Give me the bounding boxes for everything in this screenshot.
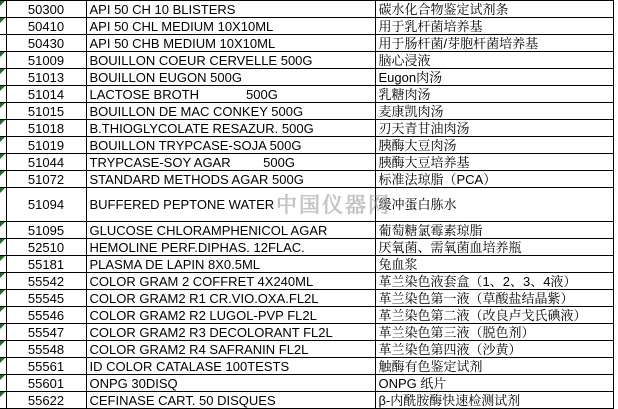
product-name-cell[interactable]: TRYPCASE-SOY AGAR 500G: [86, 154, 375, 171]
table-row: [0, 290, 613, 307]
error-flag-triangle-icon: [0, 103, 5, 108]
product-name-cell[interactable]: BOUILLON EUGON 500G: [86, 69, 375, 86]
product-name-cell[interactable]: COLOR GRAM2 R4 SAFRANIN FL2L: [86, 341, 375, 358]
product-desc-cn-cell[interactable]: 碳水化合物鉴定试剂条: [375, 1, 613, 18]
product-code-cell[interactable]: 51094: [6, 188, 86, 222]
product-code-cell[interactable]: 51072: [6, 171, 86, 188]
product-code-cell[interactable]: 50430: [6, 35, 86, 52]
table-row: [0, 358, 613, 375]
row-marker-cell[interactable]: [0, 137, 6, 154]
product-code-cell[interactable]: 55546: [6, 307, 86, 324]
product-name-cell[interactable]: ID COLOR CATALASE 100TESTS: [86, 358, 375, 375]
product-desc-cn-cell[interactable]: 触酶有色鉴定试剂: [375, 358, 613, 375]
product-code-cell[interactable]: 55181: [6, 256, 86, 273]
table-row: [0, 86, 613, 103]
table-row: [0, 35, 613, 52]
product-desc-cn-cell[interactable]: 麦康凯肉汤: [375, 103, 613, 120]
product-code-cell[interactable]: 51013: [6, 69, 86, 86]
product-code-cell[interactable]: 55601: [6, 375, 86, 392]
error-flag-triangle-icon: [0, 222, 5, 227]
error-flag-triangle-icon: [0, 239, 5, 244]
product-name-cell[interactable]: BOUILLON COEUR CERVELLE 500G: [86, 52, 375, 69]
product-name-cell[interactable]: PLASMA DE LAPIN 8X0.5ML: [86, 256, 375, 273]
table-row: [0, 137, 613, 154]
product-name-cell[interactable]: CEFINASE CART. 50 DISQUES: [86, 392, 375, 409]
table-row: [0, 273, 613, 290]
product-code-cell[interactable]: 51015: [6, 103, 86, 120]
error-flag-triangle-icon: [0, 1, 5, 6]
watermark: 中国仪器网: [276, 194, 391, 217]
row-marker-cell[interactable]: [0, 307, 6, 324]
product-code-cell[interactable]: 55622: [6, 392, 86, 409]
table-row: [0, 307, 613, 324]
product-name-cell[interactable]: ONPG 30DISQ: [86, 375, 375, 392]
row-marker-cell[interactable]: [0, 1, 6, 18]
product-code-cell[interactable]: 51095: [6, 222, 86, 239]
table-row: [0, 375, 613, 392]
product-code-cell[interactable]: 52510: [6, 239, 86, 256]
table-row: [0, 222, 613, 239]
error-flag-triangle-icon: [0, 324, 5, 329]
row-marker-cell[interactable]: [0, 86, 6, 103]
row-marker-cell[interactable]: [0, 341, 6, 358]
product-desc-cn-cell[interactable]: 革兰染色第一液（草酸盐结晶紫）: [375, 290, 613, 307]
product-name-cell[interactable]: API 50 CH 10 BLISTERS: [86, 1, 375, 18]
product-name-cell[interactable]: HEMOLINE PERF.DIPHAS. 12FLAC.: [86, 239, 375, 256]
product-code-cell[interactable]: 50410: [6, 18, 86, 35]
product-desc-cn-cell[interactable]: β-内酰胺酶快速检测试剂: [375, 392, 613, 409]
product-desc-cn-cell[interactable]: 缓冲蛋白胨水: [375, 188, 613, 222]
product-code-cell[interactable]: 55545: [6, 290, 86, 307]
product-code-cell[interactable]: 55547: [6, 324, 86, 341]
error-flag-triangle-icon: [0, 341, 5, 346]
product-desc-cn-cell[interactable]: 乳糖肉汤: [375, 86, 613, 103]
error-flag-triangle-icon: [0, 307, 5, 312]
product-code-cell[interactable]: 51019: [6, 137, 86, 154]
error-flag-triangle-icon: [0, 52, 5, 57]
row-marker-cell[interactable]: [0, 239, 6, 256]
product-desc-cn-cell[interactable]: 葡萄糖氯霉素琼脂: [375, 222, 613, 239]
product-desc-cn-cell[interactable]: 革兰染色第四液（沙黄）: [375, 341, 613, 358]
table-row: [0, 324, 613, 341]
row-marker-cell[interactable]: [0, 358, 6, 375]
row-marker-cell[interactable]: [0, 290, 6, 307]
error-flag-triangle-icon: [0, 69, 5, 74]
product-code-cell[interactable]: 51018: [6, 120, 86, 137]
row-marker-cell[interactable]: [0, 154, 6, 171]
product-name-cell[interactable]: BOUILLON DE MAC CONKEY 500G: [86, 103, 375, 120]
product-desc-cn-cell[interactable]: 兔血浆: [375, 256, 613, 273]
product-name-cell[interactable]: COLOR GRAM2 R1 CR.VIO.OXA.FL2L: [86, 290, 375, 307]
row-marker-cell[interactable]: [0, 103, 6, 120]
error-flag-triangle-icon: [0, 273, 5, 278]
product-code-cell[interactable]: 55542: [6, 273, 86, 290]
product-code-cell[interactable]: 55561: [6, 358, 86, 375]
table-row: [0, 1, 613, 18]
product-code-cell[interactable]: 50300: [6, 1, 86, 18]
error-flag-triangle-icon: [0, 86, 5, 91]
error-flag-triangle-icon: [0, 154, 5, 159]
table-row: [0, 69, 613, 86]
product-name-cell[interactable]: API 50 CHL MEDIUM 10X10ML: [86, 18, 375, 35]
error-flag-triangle-icon: [0, 256, 5, 261]
row-marker-cell[interactable]: [0, 375, 6, 392]
error-flag-triangle-icon: [0, 358, 5, 363]
row-marker-cell[interactable]: [0, 392, 6, 409]
error-flag-triangle-icon: [0, 290, 5, 295]
error-flag-triangle-icon: [0, 188, 5, 193]
product-name-cell[interactable]: COLOR GRAM 2 COFFRET 4X240ML: [86, 273, 375, 290]
product-name-cell[interactable]: B.THIOGLYCOLATE RESAZUR. 500G: [86, 120, 375, 137]
row-marker-cell[interactable]: [0, 222, 6, 239]
product-name-cell[interactable]: STANDARD METHODS AGAR 500G: [86, 171, 375, 188]
table-row: [0, 239, 613, 256]
product-desc-cn-cell[interactable]: 厌氧菌、需氧菌血培养瓶: [375, 239, 613, 256]
product-desc-cn-cell[interactable]: 胰酶大豆肉汤: [375, 137, 613, 154]
row-marker-cell[interactable]: [0, 188, 6, 222]
table-row: [0, 188, 613, 222]
error-flag-triangle-icon: [0, 392, 5, 397]
table-row: [0, 171, 613, 188]
product-code-cell[interactable]: 51014: [6, 86, 86, 103]
row-marker-cell[interactable]: [0, 171, 6, 188]
product-desc-cn-cell[interactable]: 用于乳杆菌培养基: [375, 18, 613, 35]
table-row: [0, 52, 613, 69]
product-desc-cn-cell[interactable]: 革兰染色第三液（脱色剂）: [375, 324, 613, 341]
product-code-cell[interactable]: 55548: [6, 341, 86, 358]
row-marker-cell[interactable]: [0, 256, 6, 273]
product-table-body: [0, 1, 613, 409]
table-row: [0, 120, 613, 137]
product-name-cell[interactable]: GLUCOSE CHLORAMPHENICOL AGAR: [86, 222, 375, 239]
product-name-cell[interactable]: COLOR GRAM2 R2 LUGOL-PVP FL2L: [86, 307, 375, 324]
product-name-cell[interactable]: BOUILLON TRYPCASE-SOJA 500G: [86, 137, 375, 154]
error-flag-triangle-icon: [0, 120, 5, 125]
product-desc-cn-cell[interactable]: 脑心浸液: [375, 52, 613, 69]
product-desc-cn-cell[interactable]: ONPG 纸片: [375, 375, 613, 392]
error-flag-triangle-icon: [0, 18, 5, 23]
product-code-cell[interactable]: 51044: [6, 154, 86, 171]
table-row: [0, 154, 613, 171]
error-flag-triangle-icon: [0, 171, 5, 176]
product-desc-cn-cell[interactable]: 用于肠杆菌/芽胞杆菌培养基: [375, 35, 613, 52]
product-name-cell[interactable]: LACTOSE BROTH 500G: [86, 86, 375, 103]
error-flag-triangle-icon: [0, 137, 5, 142]
row-marker-cell[interactable]: [0, 52, 6, 69]
table-row: [0, 256, 613, 273]
product-code-cell[interactable]: 51009: [6, 52, 86, 69]
row-marker-cell[interactable]: [0, 120, 6, 137]
product-name-cell[interactable]: BUFFERED PEPTONE WATER: [86, 188, 375, 222]
product-desc-cn-cell[interactable]: 刃天青甘油肉汤: [375, 120, 613, 137]
row-marker-cell[interactable]: [0, 35, 6, 52]
table-row: [0, 18, 613, 35]
product-name-cell[interactable]: COLOR GRAM2 R3 DECOLORANT FL2L: [86, 324, 375, 341]
row-marker-cell[interactable]: [0, 324, 6, 341]
table-row: [0, 392, 613, 409]
table-row: [0, 341, 613, 358]
row-marker-cell[interactable]: [0, 273, 6, 290]
product-desc-cn-cell[interactable]: Eugon肉汤: [375, 69, 613, 86]
row-marker-cell[interactable]: [0, 69, 6, 86]
table-row: [0, 103, 613, 120]
product-desc-cn-cell[interactable]: 革兰染色第二液（改良卢戈氏碘液）: [375, 307, 613, 324]
error-flag-triangle-icon: [0, 375, 5, 380]
product-desc-cn-cell[interactable]: 胰酶大豆培养基: [375, 154, 613, 171]
product-desc-cn-cell[interactable]: 标准法琼脂（PCA）: [375, 171, 613, 188]
row-marker-cell[interactable]: [0, 18, 6, 35]
product-desc-cn-cell[interactable]: 革兰染色液套盒（1、2、3、4液）: [375, 273, 613, 290]
product-name-cell[interactable]: API 50 CHB MEDIUM 10X10ML: [86, 35, 375, 52]
